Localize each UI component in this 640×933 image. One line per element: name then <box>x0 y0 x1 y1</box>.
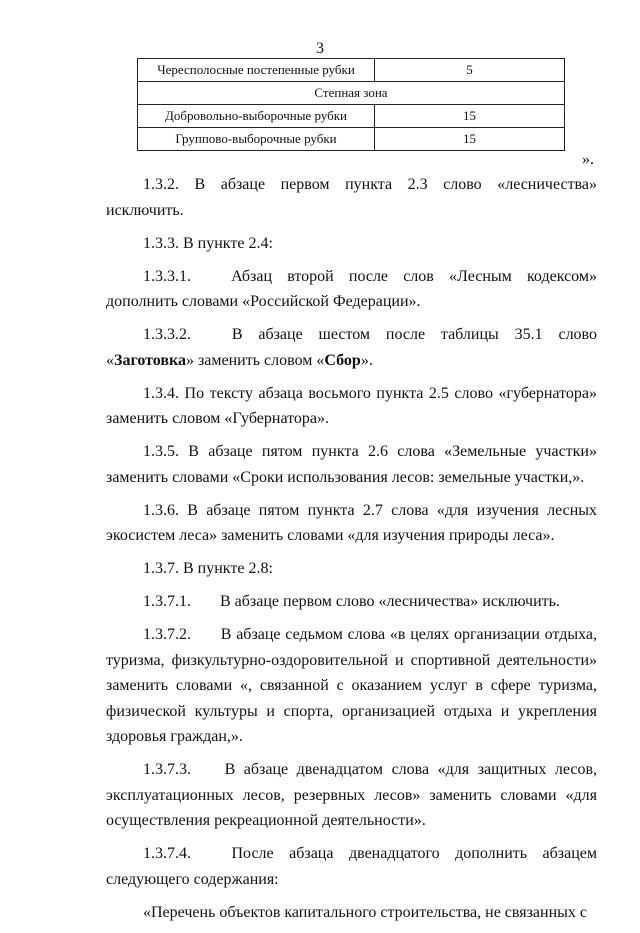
paragraph-1-3-5: 1.3.5. В абзаце пятом пункта 2.6 слова «Земельные участки» заменить словами «Сроки использования лесов: земельные участки,». <box>106 443 597 486</box>
paragraph-quote-start: «Перечень объектов капитального строительства, не связанных с <box>143 903 587 921</box>
table-row <box>138 105 565 128</box>
paragraph-text: В абзаце седьмом слова «в целях организации отдыха, туризма, физкультурно-оздоровительной и спортивной деятельности» заменить словами «, связанной с оказанием услуг в сфере туризма, физической культуры и спорта, организацией отдыха и укрепления здоровья граждан,». <box>106 626 597 745</box>
paragraph-text: В абзаце двенадцатом слова «для защитных лесов, эксплуатационных лесов, резервных лесов» заменить словами «для осуществления рекреационной деятельности». <box>106 761 598 829</box>
paragraph-text: » заменить словом « <box>185 351 325 369</box>
paragraph-1-3-3: 1.3.3. В пункте 2.4: <box>143 234 273 252</box>
bold-word-sbor: Сбор <box>324 351 361 369</box>
table-cell-name: Добровольно-выборочные рубки <box>138 105 375 128</box>
table-cell-value: 5 <box>375 59 565 82</box>
paragraph-1-3-3-2 <box>106 322 597 373</box>
paragraph-1-3-6: 1.3.6. В абзаце пятом пункта 2.7 слова «для изучения лесных экосистем леса» заменить словами «для изучения природы леса». <box>106 501 597 544</box>
table-row <box>138 128 565 151</box>
paragraph-text: В абзаце шестом после таблицы 35.1 слово « <box>106 326 597 369</box>
paragraph-1-3-7: 1.3.7. В пункте 2.8: <box>143 560 273 577</box>
paragraph-1-3-2: 1.3.2. В абзаце первом пункта 2.3 слово «лесничества» исключить. <box>106 176 597 219</box>
paragraph-number: 1.3.7.4. <box>143 845 191 862</box>
paragraph-1-3-7-4 <box>106 841 597 892</box>
paragraph-number: 1.3.7.3. <box>143 761 191 778</box>
paragraph-text: Абзац второй после слов «Лесным кодексом» дополнить словами «Российской Федерации». <box>106 267 597 310</box>
table-cell-name: Группово-выборочные рубки <box>138 128 375 151</box>
paragraph-1-3-7-3 <box>106 757 597 834</box>
paragraph-number: 1.3.3.2. <box>143 326 191 343</box>
paragraph-1-3-7-1 <box>106 589 597 615</box>
bold-word-zagotovka: Заготовка <box>114 351 186 369</box>
document-body <box>106 172 597 933</box>
table-closing-quote: ». <box>582 151 594 168</box>
paragraph-1-3-7-2 <box>106 622 597 750</box>
table-cell-name: Чересполосные постепенные рубки <box>138 59 375 82</box>
felling-table <box>137 58 565 151</box>
paragraph-number: 1.3.7.1. <box>143 593 191 610</box>
paragraph-1-3-3-1 <box>106 264 597 315</box>
paragraph-text: После абзаца двенадцатого дополнить абзацем следующего содержания: <box>106 845 598 888</box>
page-number: 3 <box>316 40 324 57</box>
table-zone-row <box>138 82 565 105</box>
paragraph-text: ». <box>360 351 373 369</box>
table-cell-value: 15 <box>375 128 565 151</box>
paragraph-number: 1.3.3.1. <box>143 267 191 285</box>
table-row <box>138 59 565 82</box>
table-cell-value: 15 <box>375 105 565 128</box>
paragraph-1-3-4: 1.3.4. По тексту абзаца восьмого пункта 2.5 слово «губернатора» заменить словом «Губернатора». <box>106 384 597 427</box>
table-zone-cell: Степная зона <box>138 82 565 105</box>
paragraph-number: 1.3.7.2. <box>143 626 191 643</box>
paragraph-text: В абзаце первом слово «лесничества» исключить. <box>220 593 560 610</box>
